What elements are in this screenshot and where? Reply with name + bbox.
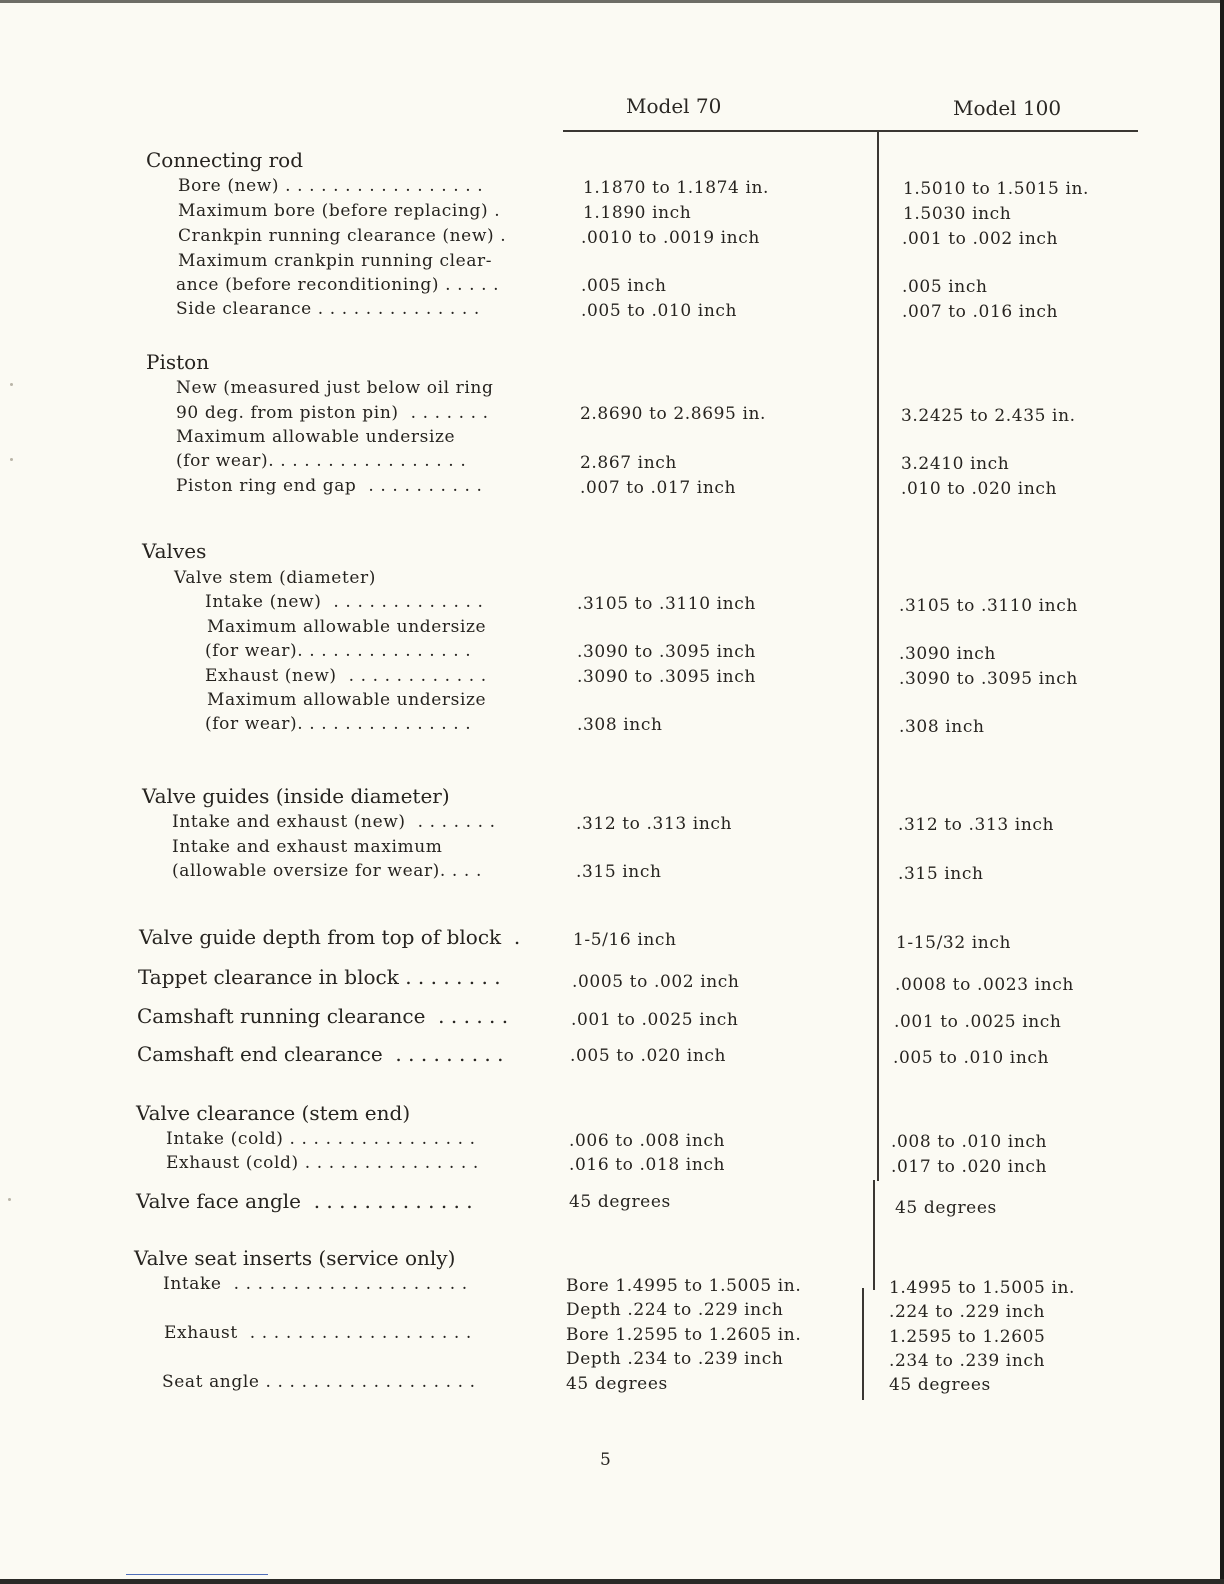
- spec-value-model-70: .007 to .017 inch: [580, 478, 737, 498]
- spec-label: Maximum allowable undersize: [207, 617, 487, 637]
- spec-value-model-100: 1.4995 to 1.5005 in.: [889, 1278, 1076, 1298]
- spec-value-model-100: 1.5030 inch: [903, 204, 1012, 224]
- spec-label: Maximum allowable undersize: [176, 427, 456, 447]
- spec-label: Maximum crankpin running clear-: [178, 251, 493, 271]
- spec-label: Piston ring end gap . . . . . . . . . .: [176, 476, 483, 496]
- spec-label-camshaft-running-clearance: Camshaft running clearance . . . . . .: [137, 1004, 509, 1028]
- spec-value-model-100: .007 to .016 inch: [902, 302, 1059, 322]
- spec-label: Intake and exhaust (new) . . . . . . .: [172, 812, 496, 832]
- spec-value-model-70: 2.8690 to 2.8695 in.: [580, 404, 767, 424]
- spec-value-model-100: .005 inch: [902, 277, 988, 297]
- spec-value-model-100: .312 to .313 inch: [898, 815, 1055, 835]
- spec-value-model-100: .017 to .020 inch: [891, 1157, 1048, 1177]
- header-rule: [563, 130, 1138, 132]
- spec-label-valve-face-angle: Valve face angle . . . . . . . . . . . . .: [136, 1189, 473, 1213]
- spec-value-model-100: .308 inch: [899, 717, 985, 737]
- scan-speck: [10, 458, 13, 461]
- column-header-model-100: Model 100: [953, 96, 1062, 120]
- spec-label: Intake (cold) . . . . . . . . . . . . . . . .: [166, 1129, 476, 1149]
- spec-label: Intake (new) . . . . . . . . . . . . .: [205, 592, 484, 612]
- spec-value-model-70: 1.1890 inch: [583, 203, 692, 223]
- spec-value-model-70: .016 to .018 inch: [569, 1155, 726, 1175]
- spec-value-model-70: Bore 1.4995 to 1.5005 in.: [566, 1276, 802, 1296]
- spec-value-model-70: 2.867 inch: [580, 453, 677, 473]
- spec-value-model-70: 1-5/16 inch: [573, 930, 677, 950]
- spec-value-model-70: .312 to .313 inch: [576, 814, 733, 834]
- spec-label: Intake . . . . . . . . . . . . . . . . . . . .: [163, 1274, 468, 1294]
- spec-value-model-70: .3090 to .3095 inch: [577, 642, 756, 662]
- spec-label: Crankpin running clearance (new) .: [178, 226, 507, 246]
- spec-value-model-70: .3105 to .3110 inch: [577, 594, 756, 614]
- spec-value-model-100: 3.2425 to 2.435 in.: [901, 406, 1076, 426]
- spec-value-model-70: 1.1870 to 1.1874 in.: [583, 178, 770, 198]
- spec-value-model-70: .0005 to .002 inch: [572, 972, 740, 992]
- page-number: 5: [600, 1450, 611, 1470]
- spec-label: New (measured just below oil ring: [176, 378, 494, 398]
- spec-value-model-100: .005 to .010 inch: [893, 1048, 1050, 1068]
- spec-value-model-70: .005 inch: [581, 276, 667, 296]
- spec-value-model-100: 3.2410 inch: [901, 454, 1010, 474]
- spec-label: Exhaust (cold) . . . . . . . . . . . . . . .: [166, 1153, 479, 1173]
- spec-label-valve-guide-depth: Valve guide depth from top of block .: [139, 925, 521, 949]
- spec-value-model-100: .3105 to .3110 inch: [899, 596, 1078, 616]
- spec-label-camshaft-end-clearance: Camshaft end clearance . . . . . . . . .: [137, 1042, 504, 1066]
- spec-value-model-100: 45 degrees: [889, 1375, 991, 1395]
- spec-value-model-100: 45 degrees: [895, 1198, 997, 1218]
- spec-value-model-70: Depth .224 to .229 inch: [566, 1300, 784, 1320]
- spec-value-model-70: 45 degrees: [566, 1374, 668, 1394]
- scan-speck: [10, 383, 13, 386]
- subsection-heading-valve-stem: Valve stem (diameter): [174, 568, 377, 588]
- spec-value-model-70: .005 to .010 inch: [581, 301, 738, 321]
- spec-label: Maximum allowable undersize: [207, 690, 487, 710]
- spec-value-model-70: .308 inch: [577, 715, 663, 735]
- scan-right-edge: [1220, 0, 1224, 1584]
- spec-value-model-100: 1.5010 to 1.5015 in.: [903, 179, 1090, 199]
- spec-value-model-100: .008 to .010 inch: [891, 1132, 1048, 1152]
- spec-label: (for wear). . . . . . . . . . . . . . .: [205, 641, 472, 661]
- section-heading-valve-clearance: Valve clearance (stem end): [136, 1101, 411, 1125]
- spec-value-model-100: .001 to .0025 inch: [894, 1012, 1062, 1032]
- spec-value-model-100: .001 to .002 inch: [902, 229, 1059, 249]
- spec-label: Side clearance . . . . . . . . . . . . . .: [176, 299, 480, 319]
- spec-label: Seat angle . . . . . . . . . . . . . . . . . .: [162, 1372, 476, 1392]
- scan-top-edge: [0, 0, 1224, 3]
- column-header-model-70: Model 70: [626, 94, 722, 118]
- section-heading-valve-guides: Valve guides (inside diameter): [142, 784, 450, 808]
- scan-blue-mark: [126, 1574, 268, 1575]
- spec-value-model-70: .0010 to .0019 inch: [581, 228, 760, 248]
- spec-value-model-70: .005 to .020 inch: [570, 1046, 727, 1066]
- spec-label: Exhaust (new) . . . . . . . . . . . .: [205, 666, 487, 686]
- spec-value-model-100: .010 to .020 inch: [901, 479, 1058, 499]
- spec-value-model-100: .3090 inch: [899, 644, 996, 664]
- spec-label: Bore (new) . . . . . . . . . . . . . . . . .: [178, 176, 484, 196]
- scan-bottom-edge: [0, 1579, 1224, 1584]
- spec-value-model-70: Depth .234 to .239 inch: [566, 1349, 784, 1369]
- spec-value-model-100: .234 to .239 inch: [889, 1351, 1046, 1371]
- spec-value-model-100: 1-15/32 inch: [896, 933, 1012, 953]
- spec-value-model-100: .315 inch: [898, 864, 984, 884]
- spec-label: Intake and exhaust maximum: [172, 837, 443, 857]
- spec-label: (for wear). . . . . . . . . . . . . . .: [205, 714, 472, 734]
- spec-value-model-70: 45 degrees: [569, 1192, 671, 1212]
- spec-value-model-100: .224 to .229 inch: [889, 1302, 1046, 1322]
- spec-value-model-100: 1.2595 to 1.2605: [889, 1327, 1046, 1347]
- spec-label: Maximum bore (before replacing) .: [178, 201, 501, 221]
- spec-value-model-100: .0008 to .0023 inch: [895, 975, 1074, 995]
- spec-value-model-70: .3090 to .3095 inch: [577, 667, 756, 687]
- spec-value-model-70: .006 to .008 inch: [569, 1131, 726, 1151]
- scan-speck: [8, 1198, 11, 1201]
- column-divider: [862, 1288, 864, 1400]
- spec-value-model-100: .3090 to .3095 inch: [899, 669, 1078, 689]
- spec-label: 90 deg. from piston pin) . . . . . . .: [176, 403, 489, 423]
- spec-value-model-70: .001 to .0025 inch: [571, 1010, 739, 1030]
- section-heading-valve-seat-inserts: Valve seat inserts (service only): [134, 1246, 456, 1270]
- spec-label: (for wear). . . . . . . . . . . . . . . . .: [176, 451, 467, 471]
- spec-value-model-70: .315 inch: [576, 862, 662, 882]
- column-divider: [877, 131, 879, 1181]
- section-heading-connecting-rod: Connecting rod: [146, 148, 304, 172]
- section-heading-valves: Valves: [142, 539, 207, 563]
- spec-label: ance (before reconditioning) . . . . .: [176, 275, 500, 295]
- spec-label: (allowable oversize for wear). . . .: [172, 861, 482, 881]
- spec-label-tappet-clearance: Tappet clearance in block . . . . . . . .: [138, 965, 501, 989]
- column-divider: [873, 1180, 875, 1290]
- spec-label: Exhaust . . . . . . . . . . . . . . . . . . .: [164, 1323, 472, 1343]
- spec-value-model-70: Bore 1.2595 to 1.2605 in.: [566, 1325, 802, 1345]
- section-heading-piston: Piston: [146, 350, 210, 374]
